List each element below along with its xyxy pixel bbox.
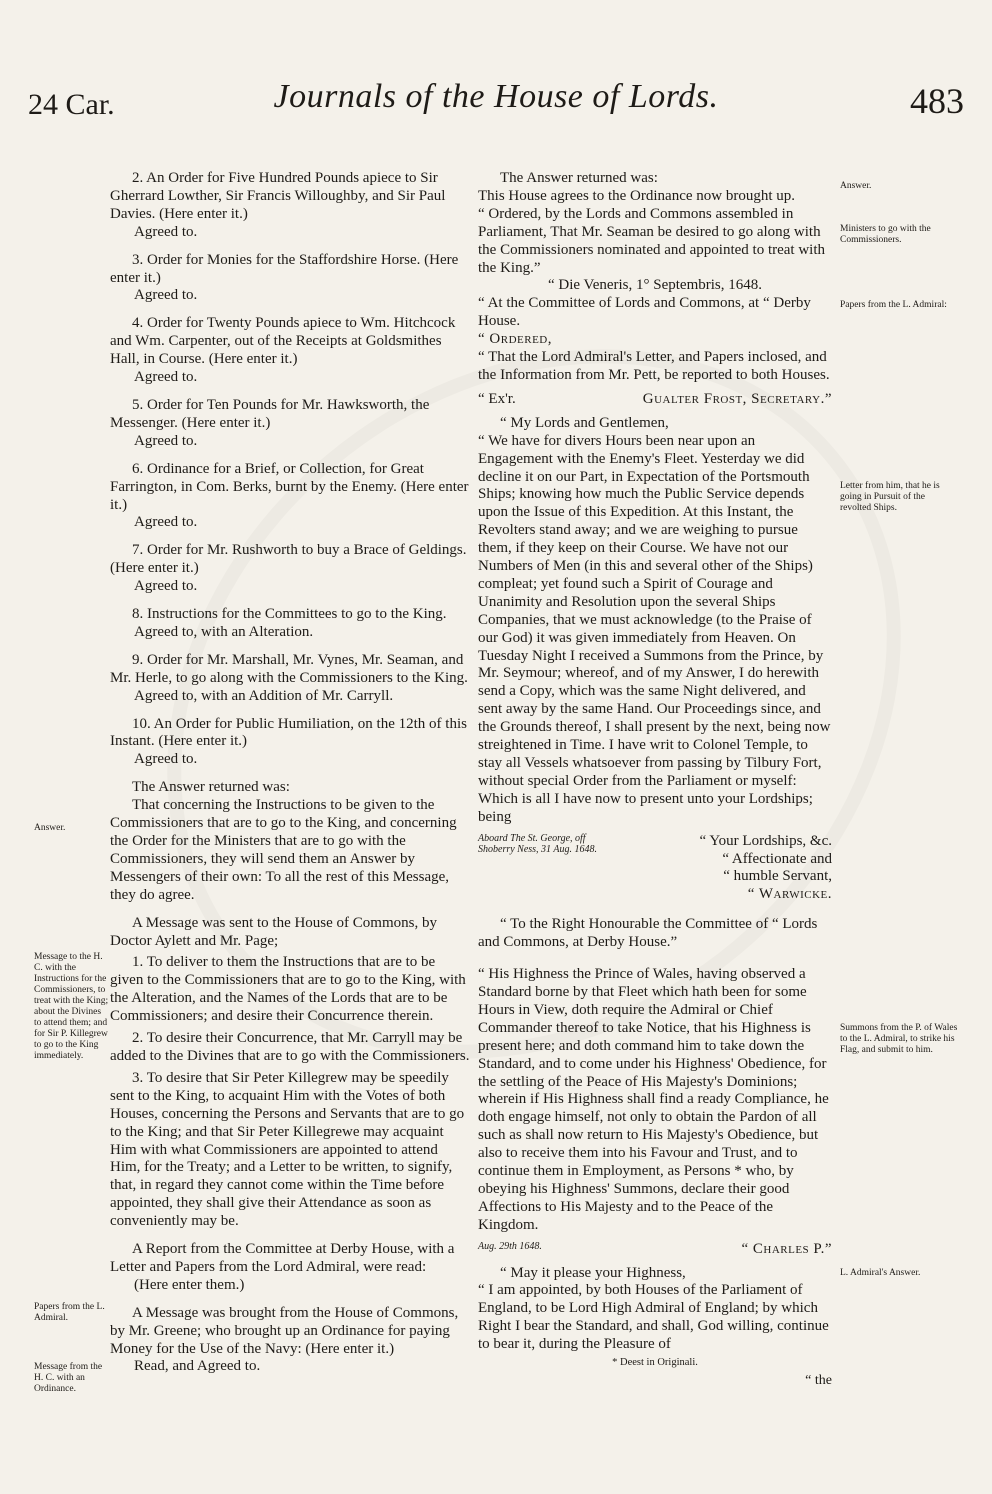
message2-block	[110, 1305, 472, 1377]
margin-note-ministers: Ministers to go with the Commissioners.	[840, 224, 931, 245]
summons-date: Aug. 29th 1648.	[478, 1240, 542, 1252]
signature: “ Warwicke.	[747, 886, 832, 903]
summons-signature: “ Charles P.”	[741, 1240, 832, 1257]
order-item: 7. Order for Mr. Rushworth to buy a Brace of Geldings. (Here enter it.) Agreed to.	[110, 542, 467, 595]
aboard-note: Aboard The St. George, off Shoberry Ness, 31 Aug. 1648.	[478, 832, 597, 855]
closing-lines: “ Your Lordships, &c. “ Affectionate and “ humble Servant, “ Warwicke.	[699, 832, 832, 903]
reply-text: “ I am appointed, by both Houses of the Parliament of England, to be Lord High Admiral of England; by which Right I bear the Standard, and shall, God willing, continue to bear it, during the Pleasure of	[478, 1282, 829, 1353]
margin-note-papers: Papers from the L. Admiral:	[840, 300, 947, 310]
order-item: 5. Order for Ten Pounds for Mr. Hawksworth, the Messenger. (Here enter it.) Agreed to.	[110, 396, 430, 449]
margin-note-message2: Message from the H. C. with an Ordinance.	[34, 1362, 103, 1394]
margin-note-letter: Letter from him, that he is going in Pursuit of the revolted Ships.	[840, 481, 940, 513]
page-number: 483	[910, 81, 964, 121]
summons-text: “ His Highness the Prince of Wales, having observed a Standard borne by that Fleet which hath been for some Hours in View, doth require the Admiral or Chief Commander thereof to take Notice, that his Highness is present here; and doth command him to take down the Standard, and to come under his Highness' Obedience, for the settling of the Peace of His Majesty's Dominions; wherein if His Highness shall find a ready Compliance, he doth engage himself, not only to obtain the Pardon of all such as shall now return to His Majesty's Obedience, but also to receive them into his Favour and Trust, and to continue them in Employment, as Persons * who, by obeying his Highness' Summons, declare their good Affections to His Majesty and to the Peace of the Kingdom.	[478, 966, 829, 1233]
letter-text: “ We have for divers Hours been near upon an Engagement with the Enemy's Fleet. Yesterday we did decline it on our Part, in Expectation of the Portsmouth Ships; knowing how much the Public Service depends upon the Issue of this Expedition. At this Instant, the Revolters stand away; and we are weighing to pursue them, if they keep on their Course. We have not our Numbers of Men (in this and several other of the Ships) compleat; yet found such a Spirit of Courage and Unanimity and Resolution upon the several Ships Companies, that we must acknowledge (to the Praise of our God) it was given immediately from Heaven. On Tuesday Night I received a Summons from the Prince, by Mr. Seymour; whereof, and of my Answer, I do herewith send a Copy, which was the same Night delivered, and sent away by the same Hand. Our Proceedings since, and the Grounds thereof, I shall present by the next, being now streightened in Time. I have writ to Colonel Temple, to stay all Vessels whatsoever from passing by Tilbury Fort, without special Order from the Parliament or myself: Which is all I have now to present unto your Lordships; being	[478, 432, 831, 825]
answer-heading: The Answer returned was:	[500, 170, 658, 186]
regnal-year: 24 Car.	[28, 88, 115, 121]
answer-text: This House agrees to the Ordinance now brought up.	[478, 187, 796, 204]
letter-closing	[478, 833, 832, 905]
order-item: 3. Order for Monies for the Staffordshire Horse. (Here enter it.) Agreed to.	[110, 251, 459, 304]
page-title: Journals of the House of Lords.	[273, 78, 719, 115]
message-block	[110, 915, 472, 1231]
footnote: * Deest in Originali.	[612, 1357, 698, 1369]
report-text: A Report from the Committee at Derby House, with a Letter and Papers from the Lord Admiral, were read:	[110, 1241, 455, 1275]
order-item: 8. Instructions for the Committees to go to the King. Agreed to, with an Alteration.	[132, 606, 447, 640]
order-item: 9. Order for Mr. Marshall, Mr. Vynes, Mr. Seaman, and Mr. Herle, to go along with the Commissioners to the King. Agreed to, with an Addition of Mr. Carryll.	[110, 651, 468, 704]
date-line: “ Die Veneris, 1° Septembris, 1648.	[547, 277, 763, 294]
right-column	[478, 170, 832, 1390]
answer-heading: The Answer returned was:	[132, 779, 290, 796]
order-item: 2. An Order for Five Hundred Pounds apiece to Sir Gherrard Lowther, Sir Francis Willoughby, and Sir Paul Davies. (Here enter it.) Agreed to.	[110, 170, 446, 240]
exr-label: “ Ex'r.	[478, 390, 516, 407]
message-point: 1. To deliver to them the Instructions that are to be given to the Commissioners that are to go to the King, with the Alteration, and the Names of the Lords that are to be Commissioners; and desire their Concurrence therein.	[110, 954, 466, 1025]
ordered-paragraph: “ Ordered, by the Lords and Commons assembled in Parliament, That Mr. Seaman be desired to go along with the Commissioners nominated and appointed to treat with the King.”	[478, 205, 826, 276]
reply-salutation: “ May it please your Highness,	[500, 1264, 686, 1281]
summons-closing	[478, 1241, 832, 1259]
ordered-text: “ That the Lord Admiral's Letter, and Papers inclosed, and the Information from Mr. Pett, be reported to both Houses.	[478, 349, 830, 383]
exr-line	[478, 391, 832, 409]
committee-line: “ At the Committee of Lords and Commons, at “ Derby House.	[478, 295, 811, 330]
margin-note-answer: Answer.	[840, 181, 872, 191]
report-block	[110, 1241, 472, 1295]
message-point: 3. To desire that Sir Peter Killegrew may be speedily sent to the King, to acquaint Him with the Votes of both Houses, concerning the Persons and Servants that are to go to the King; and that Sir Peter Killegrewe may acquaint Him with what Commissioners are appointed to attend Him, for the Treaty; and a Letter to be written, to signify, that, in regard they cannot come within the Time before appointed, they shall give their Attendance as soon as conveniently may be.	[110, 1069, 465, 1230]
page-header	[28, 74, 964, 144]
message-point: 2. To desire their Concurrence, that Mr. Carryll may be added to the Divines that are to go with the Commissioners.	[110, 1030, 470, 1064]
margin-note-summons: Summons from the P. of Wales to the L. Admiral, to strike his Flag, and submit to him.	[840, 1023, 958, 1055]
ordered-label: “ Ordered,	[478, 331, 552, 348]
answer-text: That concerning the Instructions to be given to the Commissioners that are to go to the King, and concerning the Order for the Ministers that are to go with the Commissioners, they will send them an Answer by Messengers of their own: To all the rest of this Message, they do agree.	[110, 797, 457, 903]
order-item: 4. Order for Twenty Pounds apiece to Wm. Hitchcock and Wm. Carpenter, out of the Receipts at Goldsmithes Hall, in Course. (Here enter it.) Agreed to.	[110, 315, 456, 386]
exr-name: Gualter Frost, Secretary.”	[642, 390, 832, 407]
salutation: “ My Lords and Gentlemen,	[500, 414, 669, 431]
answer-block	[110, 779, 472, 904]
order-item: 10. An Order for Public Humiliation, on the 12th of this Instant. (Here enter it.) Agreed to.	[110, 715, 467, 768]
margin-note-message: Message to the H. C. with the Instructions for the Commissioners, to treat with the King; about the Divines to attend them; and for Sir P. Killegrew to go to the King immediately.	[34, 952, 109, 1061]
address: “ To the Right Honourable the Committee of “ Lords and Commons, at Derby House.”	[478, 916, 818, 951]
report-note: (Here enter them.)	[134, 1276, 245, 1293]
margin-note-admiral-answer: L. Admiral's Answer.	[840, 1268, 921, 1278]
message2-status: Read, and Agreed to.	[134, 1358, 261, 1375]
margin-note-answer: Answer.	[34, 823, 66, 833]
message-intro: A Message was sent to the House of Commons, by Doctor Aylett and Mr. Page;	[110, 914, 437, 949]
message2-text: A Message was brought from the House of Commons, by Mr. Greene; who brought up an Ordinance for paying Money for the Use of the Navy: (Here enter it.)	[110, 1304, 459, 1357]
order-item: 6. Ordinance for a Brief, or Collection, for Great Farrington, in Com. Berks, burnt by the Enemy. (Here enter it.) Agreed to.	[110, 460, 469, 531]
margin-note-papers: Papers from the L. Admiral.	[34, 1302, 105, 1323]
catchword: “ the	[805, 1373, 832, 1388]
left-column	[110, 170, 472, 1386]
